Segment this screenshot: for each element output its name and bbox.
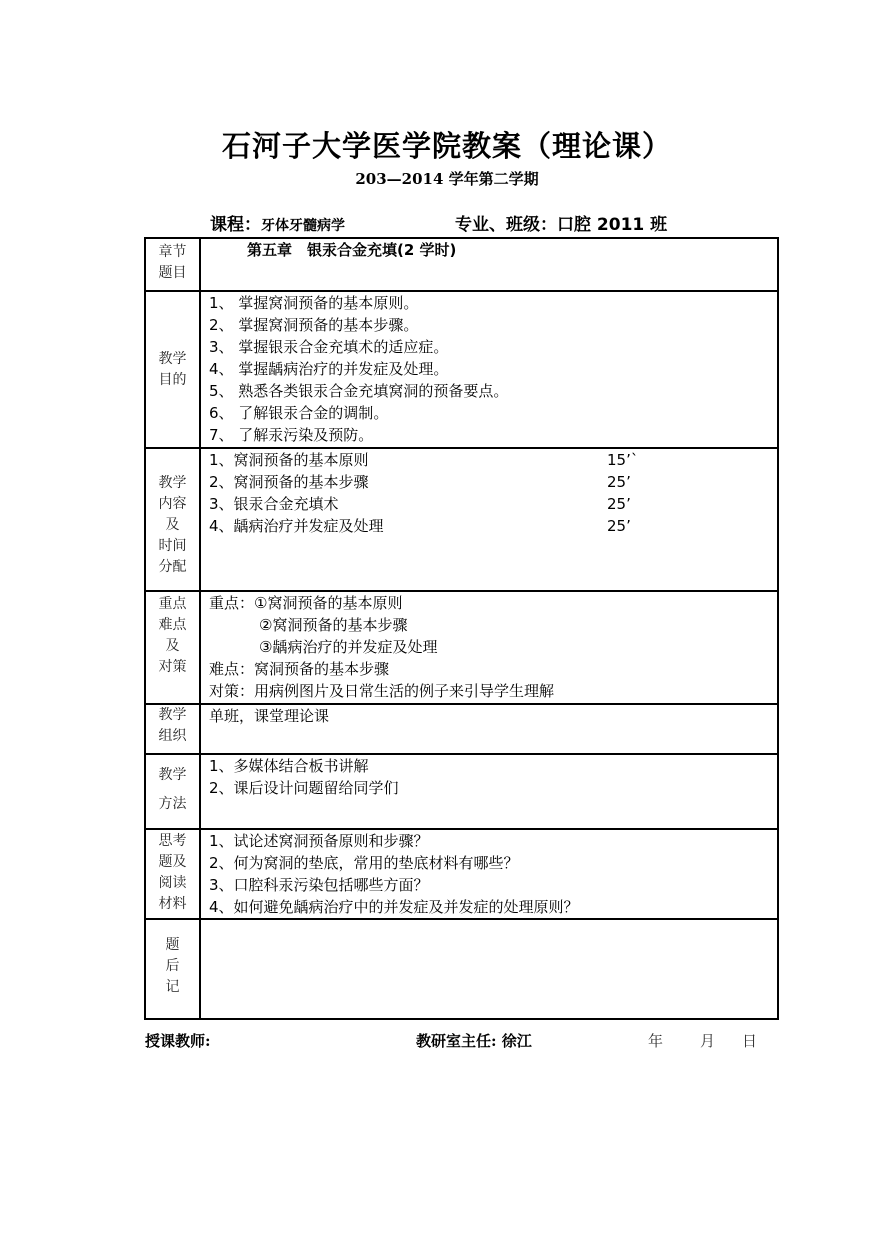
list-item: 4、如何避免龋病治疗中的并发症及并发症的处理原则？ [209,898,579,916]
list-item: 1、试论述窝洞预备原则和步骤？ [209,832,429,850]
list-item: 2、何为窝洞的垫底，常用的垫底材料有哪些？ [209,854,519,872]
objectives-list [200,291,778,448]
methods-label [145,754,200,829]
content-time: 25’ [607,495,631,513]
list-item: 3、 掌握银汞合金充填术的适应症。 [209,338,449,356]
content-list [200,448,778,591]
organization-row [145,704,778,754]
label-line: 方法 [158,796,187,812]
label-line: 目的 [158,371,187,388]
label-line: 教学 [158,767,187,783]
label-line: 对策 [158,659,187,675]
course-label: 课程： [210,215,261,235]
label-line: 章节 [158,244,187,260]
label-line: 题目 [158,265,187,281]
objectives-row [145,291,778,448]
objectives-label [145,291,200,448]
label-line: 及 [165,638,180,654]
document-title: 石河子大学医学院教案（理论课） [221,129,672,163]
keypoints-row [145,591,778,704]
day-label: 日 [742,1032,758,1050]
label-line: 教学 [158,707,187,723]
notes-label [145,919,200,1019]
label-line: 材料 [158,896,187,912]
content-label [145,448,200,591]
notes-row [145,919,778,1019]
methods-list [200,754,778,829]
label-line: 记 [165,979,180,995]
chapter-label [145,238,200,291]
key-point: 重点：①窝洞预备的基本原则 [209,594,403,612]
label-line: 内容 [158,496,187,512]
keypoints-label [145,591,200,704]
director-label: 教研室主任: 徐江 [416,1032,532,1050]
list-item [209,515,777,537]
chapter-title: 第五章 银汞合金充填(2 学时) [200,238,778,291]
month-label: 月 [700,1032,716,1050]
notes-content [200,919,778,1019]
list-item: 6、 了解银汞合金的调制。 [209,404,389,422]
content-time: 25’ [607,473,631,491]
list-item: 7、 了解汞污染及预防。 [209,426,374,444]
list-item: 1、 掌握窝洞预备的基本原则。 [209,294,419,312]
content-time: 15’` [607,451,639,469]
label-line: 阅读 [158,875,187,891]
label-line: 思考 [158,833,187,849]
label-line: 题及 [158,854,187,870]
label-line: 教学 [158,350,187,367]
label-line: 后 [165,958,180,974]
questions-list [200,829,778,919]
major-label: 专业、班级： [455,215,557,235]
chapter-row [145,238,778,291]
year-label: 年 [648,1032,664,1050]
organization-label [145,704,200,754]
list-item: 5、 熟悉各类银汞合金充填窝洞的预备要点。 [209,382,509,400]
content-topic: 2、窝洞预备的基本步骤 [209,473,369,491]
content-row [145,448,778,591]
key-point: ②窝洞预备的基本步骤 [259,616,408,634]
teacher-label: 授课教师: [145,1032,211,1050]
label-line: 题 [165,937,180,953]
label-line: 时间 [158,538,187,554]
list-item [209,449,777,471]
list-item: 2、 掌握窝洞预备的基本步骤。 [209,316,419,334]
questions-label [145,829,200,919]
label-line: 教学 [158,475,187,491]
content-topic: 4、龋病治疗并发症及处理 [209,517,384,535]
label-line: 难点 [158,617,187,633]
label-line: 及 [165,517,180,533]
list-item: 3、口腔科汞污染包括哪些方面？ [209,876,429,894]
course-name: 牙体牙髓病学 [261,218,345,234]
key-point: ③龋病治疗的并发症及处理 [259,638,438,656]
list-item: 1、多媒体结合板书讲解 [209,757,369,775]
difficult-point: 难点：窝洞预备的基本步骤 [209,660,390,678]
label-line: 重点 [158,596,187,612]
list-item: 4、 掌握龋病治疗的并发症及处理。 [209,360,449,378]
content-topic: 1、窝洞预备的基本原则 [209,451,369,469]
major-value: 口腔 2011 班 [557,215,668,235]
organization-text: 单班，课堂理论课 [200,704,778,754]
list-item [209,471,777,493]
content-topic: 3、银汞合金充填术 [209,495,339,513]
academic-term: 203—2014 学年第二学期 [355,170,539,188]
content-time: 25’ [607,517,631,535]
major-info [455,210,667,235]
label-line: 分配 [158,559,187,575]
list-item [209,493,777,515]
list-item: 2、课后设计问题留给同学们 [209,779,399,797]
lesson-plan-table [144,237,779,1020]
course-info [210,210,345,235]
strategy: 对策：用病例图片及日常生活的例子来引导学生理解 [209,682,555,700]
keypoints-content [200,591,778,704]
methods-row [145,754,778,829]
label-line: 组织 [158,728,187,744]
questions-row [145,829,778,919]
